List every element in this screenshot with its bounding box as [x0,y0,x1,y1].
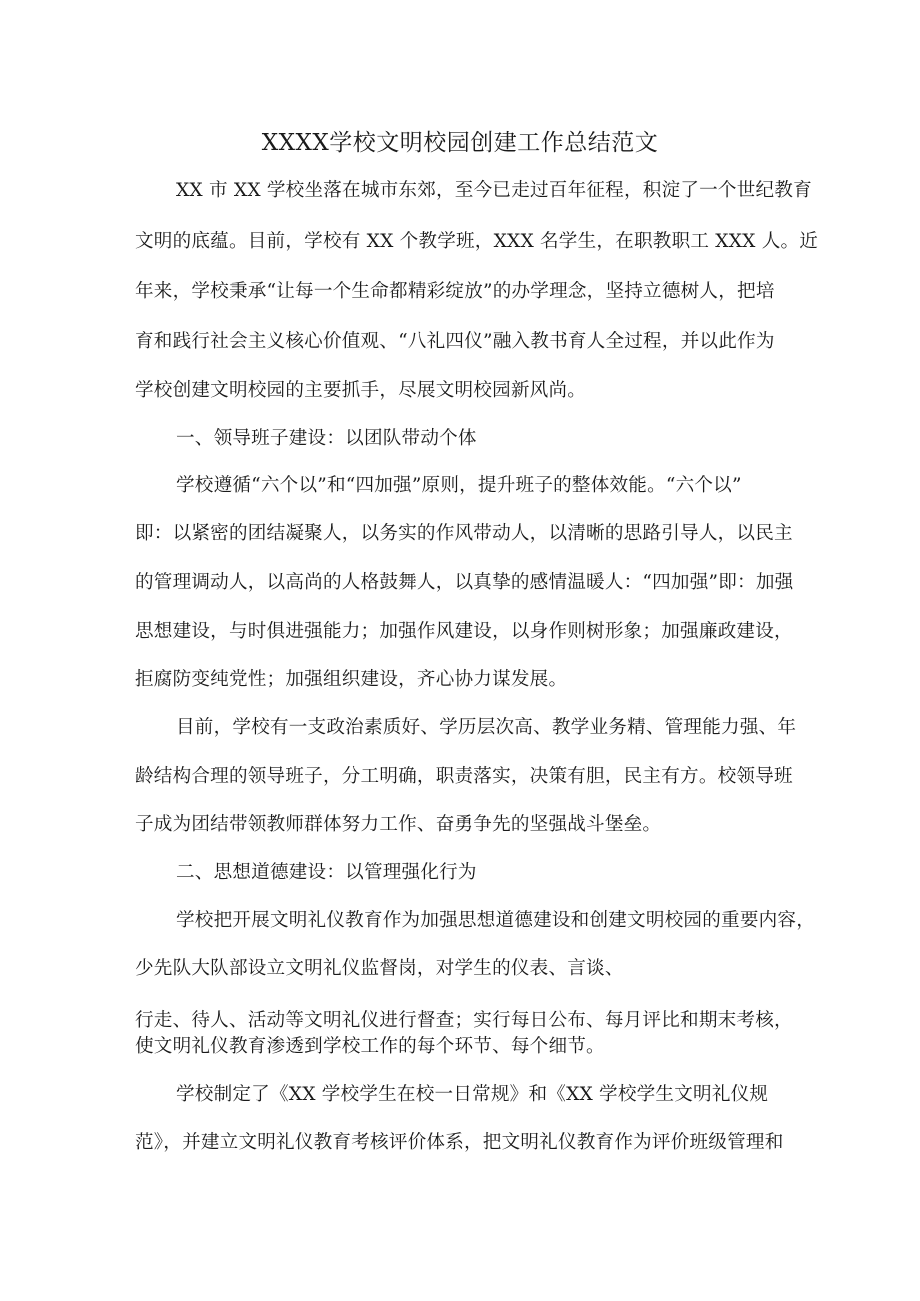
paragraph-line: 子成为团结带领教师群体努力工作、奋勇争先的坚强战斗堡垒。 [135,814,662,835]
paragraph-line: 龄结构合理的领导班子，分工明确，职责落实，决策有胆，民主有方。校领导班 [135,766,793,787]
paragraph-line: 学校创建文明校园的主要抓手，尽展文明校园新风尚。 [135,380,587,401]
paragraph-line: 范》，并建立文明礼仪教育考核评价体系，把文明礼仪教育作为评价班级管理和 [135,1132,784,1153]
paragraph-line: 学校遵循“六个以”和“四加强”原则，提升班子的整体效能。“六个以” [176,475,742,496]
paragraph-line: 年来，学校秉承“让每一个生命都精彩绽放”的办学理念，坚持立德树人，把培 [135,281,775,302]
paragraph-line: XX 市 XX 学校坐落在城市东郊，至今已走过百年征程，积淀了一个世纪教育 [176,180,812,201]
paragraph-line: 文明的底蕴。目前，学校有 XX 个教学班，XXX 名学生，在职教职工 XXX 人。近 [135,231,819,252]
paragraph-line: 目前，学校有一支政治素质好、学历层次高、教学业务精、管理能力强、年 [176,717,797,738]
paragraph-line: 即：以紧密的团结凝聚人，以务实的作风带动人，以清晰的思路引导人，以民主 [135,523,793,544]
paragraph-line: 少先队大队部设立文明礼仪监督岗，对学生的仪表、言谈、 [135,958,624,979]
section-heading: 二、思想道德建设：以管理强化行为 [176,862,477,883]
paragraph-line: 行走、待人、活动等文明礼仪进行督查；实行每日公布、每月评比和期末考核， [135,1010,793,1031]
document-title: XXXX学校文明校园创建工作总结范文 [261,130,659,156]
paragraph-line: 育和践行社会主义核心价值观、“八礼四仪”融入教书育人全过程，并以此作为 [135,331,775,352]
paragraph-line: 拒腐防变纯党性；加强组织建设，齐心协力谋发展。 [135,669,568,690]
paragraph-line: 思想建设，与时俱进强能力；加强作风建设，以身作则树形象；加强廉政建设， [135,621,793,642]
paragraph-line: 的管理调动人，以高尚的人格鼓舞人，以真挚的感情温暖人：“四加强”即：加强 [135,572,794,593]
paragraph-line: 学校制定了《XX 学校学生在校一日常规》和《XX 学校学生文明礼仪规 [176,1084,769,1105]
section-heading: 一、领导班子建设：以团队带动个体 [176,428,477,449]
paragraph-line: 学校把开展文明礼仪教育作为加强思想道德建设和创建文明校园的重要内容， [176,910,815,931]
paragraph-line: 使文明礼仪教育渗透到学校工作的每个环节、每个细节。 [135,1036,605,1057]
